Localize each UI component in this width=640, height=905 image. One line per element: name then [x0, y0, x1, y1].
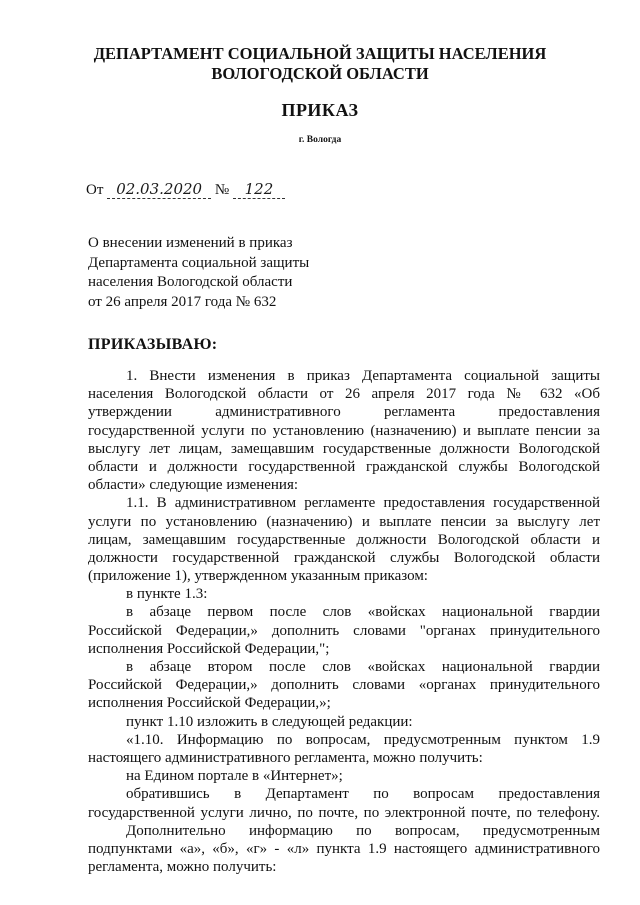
- department-name-line-2: ВОЛОГОДСКОЙ ОБЛАСТИ: [211, 64, 429, 83]
- orders-heading: ПРИКАЗЫВАЮ:: [88, 336, 218, 353]
- body-line: настоящего административного регламента, можно получить:: [88, 749, 483, 766]
- date-prefix: От: [86, 182, 104, 198]
- body-line: Дополнительно информацию по вопросам, предусмотренным: [126, 822, 600, 839]
- body-line: Российской Федерации,» дополнить словами "органах принудительного: [88, 622, 600, 639]
- body-line: пункт 1.10 изложить в следующей редакции:: [126, 713, 413, 730]
- body-line: населения Вологодской области от 26 апреля 2017 года № 632 «Об: [88, 386, 600, 403]
- body-line: государственной услуги лично, по почте, по электронной почте, по телефону.: [88, 804, 600, 821]
- body-line: Российской Федерации,» дополнить словами «органах принудительного: [88, 677, 600, 694]
- department-name-line-1: ДЕПАРТАМЕНТ СОЦИАЛЬНОЙ ЗАЩИТЫ НАСЕЛЕНИЯ: [93, 44, 547, 63]
- body-line: лицам, замещавшим государственные должности Вологодской области и: [88, 531, 600, 548]
- body-line: (приложение 1), утвержденном указанным приказом:: [88, 568, 428, 585]
- number-sign: №: [214, 182, 230, 198]
- body-line: подпунктами «а», «б», «г» - «л» пункта 1.9 настоящего административного: [88, 840, 600, 857]
- body-line: исполнения Российской Федерации,»;: [88, 695, 331, 712]
- body-line: области» следующие изменения:: [88, 477, 299, 494]
- body-line: должности государственной гражданской службы Вологодской области: [88, 549, 600, 566]
- body-line: «1.10. Информацию по вопросам, предусмотренным пунктом 1.9: [126, 731, 600, 748]
- body-line: выслугу лет лицам, замещавшим государственные должности Вологодской: [88, 440, 600, 457]
- body-line: обратившись в Департамент по вопросам предоставления: [126, 786, 600, 803]
- subject-block: [88, 234, 309, 312]
- handwritten-date: 02.03.2020: [107, 180, 211, 199]
- body-line: регламента, можно получить:: [88, 859, 277, 876]
- subject-line: от 26 апреля 2017 года № 632: [88, 293, 277, 310]
- department-name: [0, 44, 640, 84]
- body-line: в пункте 1.3:: [126, 586, 208, 603]
- subject-line: населения Вологодской области: [88, 274, 293, 290]
- subject-line: О внесении изменений в приказ: [88, 235, 293, 251]
- body-line: государственной услуги по установлению (назначению) и выплате пенсии за: [88, 422, 600, 439]
- body-line: услуги по установлению (назначению) и выплате пенсии за выслугу лет: [88, 513, 600, 530]
- body-line: 1.1. В административном регламенте предоставления государственной: [126, 495, 600, 512]
- document-title: ПРИКАЗ: [281, 100, 359, 120]
- body-line: в абзаце первом после слов «войсках национальной гвардии: [126, 604, 600, 621]
- body-line: на Едином портале в «Интернет»;: [126, 768, 343, 785]
- body-line: в абзаце втором после слов «войсках национальной гвардии: [126, 659, 600, 675]
- order-body: [88, 367, 600, 876]
- city-label: г. Вологда: [298, 135, 342, 145]
- body-line: области и должности государственной гражданской службы Вологодской: [88, 458, 600, 475]
- date-number-line: [86, 180, 285, 199]
- body-line: утверждении административного регламента предоставления: [88, 404, 600, 421]
- body-line: исполнения Российской Федерации,";: [88, 640, 330, 657]
- body-line: 1. Внести изменения в приказ Департамента социальной защиты: [126, 368, 600, 384]
- handwritten-number: 122: [233, 180, 285, 199]
- subject-line: Департамента социальной защиты: [88, 254, 310, 271]
